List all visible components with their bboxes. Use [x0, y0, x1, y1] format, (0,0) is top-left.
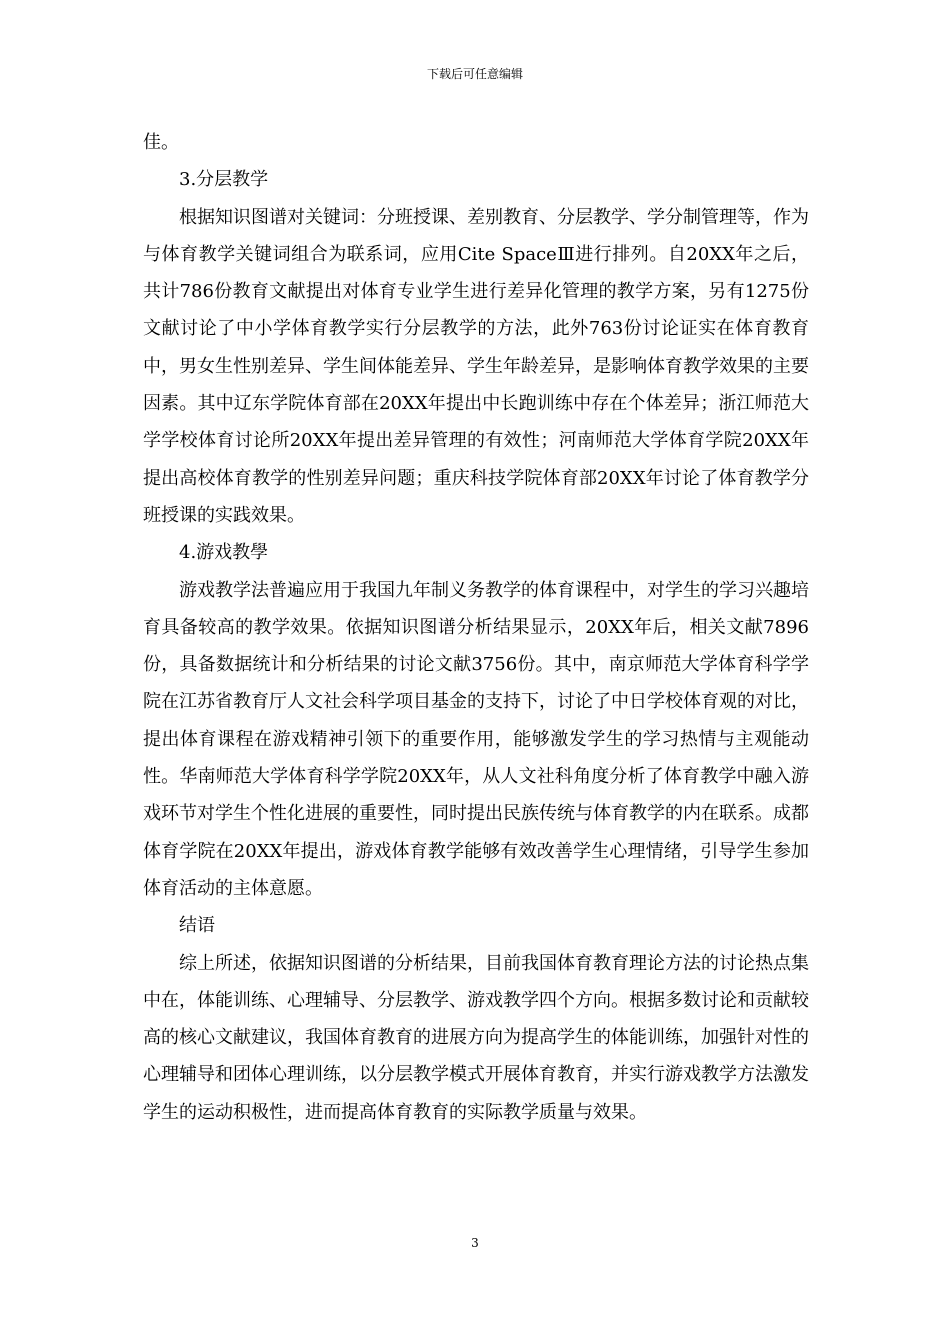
section-heading-layered-teaching: 3.分层教学 [179, 169, 269, 191]
page-header: 下载后可任意编辑 [426, 67, 523, 81]
paragraph-layered-teaching: 根据知识图谱对关键词：分班授课、差别教育、分层教学、学分制管理等，作为与体育教学关键词组合为联系词，应用Cite SpaceⅢ进行排列。自20XX年之后，共计786份教育文献提出对体育专业学生进行差异化管理的教学方案，另有1275份文献讨论了中小学体育教学实行分层教学的方法，此外763份讨论证实在体育教育中，男女生性别差异、学生间体能差异、学生年龄差异，是影响体育教学效果的主要因素。其中辽东学院体育部在20XX年提出中长跑训练中存在个体差异；浙江师范大学学校体育讨论所20XX年提出差异管理的有效性；河南师范大学体育学院20XX年提出高校体育教学的性别差异问题；重庆科技学院体育部20XX年讨论了体育教学分班授课的实践效果。 [143, 206, 809, 526]
paragraph-game-teaching: 游戏教学法普遍应用于我国九年制义务教学的体育课程中，对学生的学习兴趣培育具备较高的教学效果。依据知识图谱分析结果显示，20XX年后，相关文献7896份，具备数据统计和分析结果的讨论文献3756份。其中，南京师范大学体育科学学院在江苏省教育厅人文社会科学项目基金的支持下，讨论了中日学校体育观的对比，提出体育课程在游戏精神引领下的重要作用，能够激发学生的学习热情与主观能动性。华南师范大学体育科学学院20XX年，从人文社科角度分析了体育教学中融入游戏环节对学生个性化进展的重要性，同时提出民族传统与体育教学的内在联系。成都体育学院在20XX年提出，游戏体育教学能够有效改善学生心理情绪，引导学生参加体育活动的主体意愿。 [143, 579, 809, 899]
page-number: 3 [471, 1236, 479, 1250]
continued-text: 佳。 [143, 132, 179, 153]
section-heading-conclusion: 结语 [179, 915, 215, 937]
paragraph-conclusion: 综上所述，依据知识图谱的分析结果，目前我国体育教育理论方法的讨论热点集中在，体能训练、心理辅导、分层教学、游戏教学四个方向。根据多数讨论和贡献较高的核心文献建议，我国体育教育的进展方向为提高学生的体能训练，加强针对性的心理辅导和团体心理训练，以分层教学模式开展体育教育，并实行游戏教学方法激发学生的运动积极性，进而提高体育教育的实际教学质量与效果。 [143, 952, 809, 1123]
section-heading-game-teaching: 4.游戏教學 [179, 542, 269, 564]
document-body [143, 124, 809, 1131]
